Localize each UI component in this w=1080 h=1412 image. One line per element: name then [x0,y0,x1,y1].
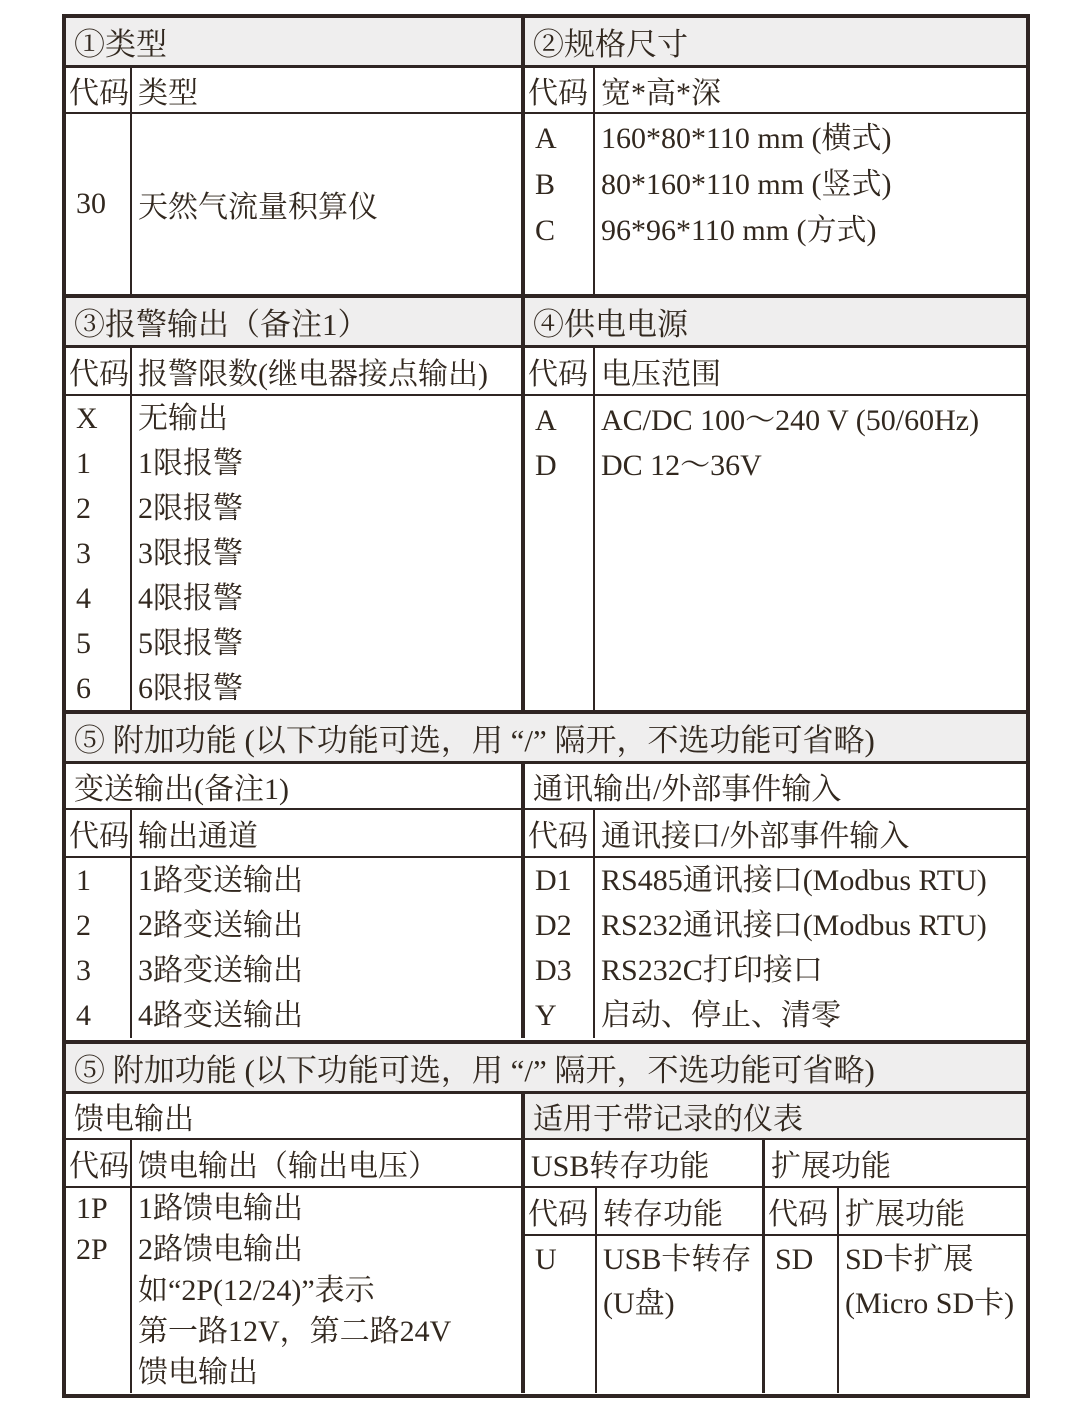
alarm-code: 3 [76,537,91,570]
code-column-header: 代码 [66,1140,132,1186]
size-desc: 96*96*110 mm (方式) [601,214,877,247]
size-column-headers [525,68,1026,114]
size-code: C [535,214,556,247]
addon-1-subheaders [66,764,1026,810]
transmit-desc: 3路变送输出 [138,954,303,987]
transmit-output-subheader: 变送输出(备注1) [66,764,525,808]
size-code: A [535,122,557,155]
feed-desc: 2路馈电输出 [138,1233,303,1266]
code-column-header: 代码 [525,1188,597,1234]
alarm-desc: 4限报警 [138,582,243,615]
code-column-header: 代码 [66,810,132,856]
type-column-headers [66,68,521,114]
transmit-column-header: 输出通道 [138,820,258,853]
usb-code: U [535,1243,557,1276]
transmit-content [66,858,521,1038]
alarm-code-cell [66,396,132,710]
transmit-code: 4 [76,999,91,1032]
type-content [66,114,521,294]
feed-power-subheader: 馈电输出 [66,1094,525,1138]
section-type [66,18,525,294]
addon-1-body [66,810,1026,1038]
transmit-desc: 1路变送输出 [138,864,303,897]
comm-code: D2 [535,909,572,942]
alarm-code: 4 [76,582,91,615]
sd-code: SD [775,1243,814,1276]
comm-code: Y [535,999,557,1032]
feed-column-headers [66,1140,521,1188]
feed-desc-cell [132,1188,521,1393]
feed-desc: 第一路12V，第二路24V [138,1315,452,1348]
transmit-code: 2 [76,909,91,942]
section-type-and-size [66,18,1026,298]
alarm-desc: 6限报警 [138,672,243,705]
sd-column-header: 扩展功能 [845,1198,965,1231]
code-column-header: 代码 [66,68,132,112]
section-addon-1 [66,714,1026,1044]
sd-column-headers [765,1188,1026,1236]
alarm-code: 2 [76,492,91,525]
feed-desc: 1路馈电输出 [138,1192,303,1225]
comm-code: D1 [535,864,572,897]
size-desc: 80*160*110 mm (竖式) [601,168,892,201]
comm-desc: RS232C打印接口 [601,954,823,987]
comm-desc: RS232通讯接口(Modbus RTU) [601,909,987,942]
size-code: B [535,168,556,201]
transmit-column-headers [66,810,521,858]
comm-output-subheader: 通讯输出/外部事件输入 [533,773,842,806]
code-column-header: 代码 [765,1188,839,1234]
power-desc-cell [595,396,1026,710]
ordering-code-table [62,14,1030,1398]
sd-code-cell [765,1236,839,1393]
size-column-header: 宽*高*深 [601,77,721,110]
section-power [525,298,1026,710]
alarm-code: X [76,402,98,435]
alarm-column-header: 报警限数(继电器接点输出) [138,358,488,391]
section-alarm-header: ③报警输出（备注1） [66,298,521,348]
power-content [525,396,1026,710]
usb-column-headers [525,1188,762,1236]
sd-expand-title: 扩展功能 [765,1140,1026,1188]
transmit-desc: 2路变送输出 [138,909,303,942]
feed-code: 1P [76,1192,108,1225]
recording-subheader: 适用于带记录的仪表 [525,1094,1026,1138]
type-desc-cell: 天然气流量积算仪 [138,191,378,224]
power-column-header: 电压范围 [601,358,721,391]
code-column-header: 代码 [66,348,132,394]
size-desc: 160*80*110 mm (横式) [601,122,892,155]
comm-output-block [525,810,1026,1038]
feed-desc: 馈电输出 [138,1356,258,1389]
comm-code-cell [525,858,595,1038]
alarm-desc: 无输出 [138,402,228,435]
usb-code-cell [525,1236,597,1393]
sd-desc-cell [839,1236,1026,1393]
power-desc: AC/DC 100～240 V (50/60Hz) [601,404,980,437]
transmit-desc: 4路变送输出 [138,999,303,1032]
alarm-desc: 1限报警 [138,447,243,480]
comm-desc: 启动、停止、清零 [601,999,841,1032]
transmit-code: 3 [76,954,91,987]
usb-transfer-block [525,1140,765,1393]
usb-transfer-title: USB转存功能 [525,1140,762,1188]
power-code-cell [525,396,595,710]
section-power-header: ④供电电源 [525,298,1026,348]
size-desc-cell [595,114,1026,294]
feed-code: 2P [76,1233,108,1266]
code-column-header: 代码 [525,810,595,856]
transmit-desc-cell [132,858,521,1038]
addon-2-subheaders [66,1094,1026,1140]
recording-block [525,1140,1026,1393]
power-column-headers [525,348,1026,396]
alarm-column-headers [66,348,521,396]
section-size-header: ②规格尺寸 [525,18,1026,68]
transmit-output-block [66,810,525,1038]
size-content [525,114,1026,294]
comm-column-header: 通讯接口/外部事件输入 [601,820,910,853]
sd-desc: (Micro SD卡) [845,1287,1015,1320]
comm-column-headers [525,810,1026,858]
usb-column-header: 转存功能 [603,1198,723,1231]
sd-desc: SD卡扩展 [845,1243,974,1276]
transmit-code-cell [66,858,132,1038]
alarm-code: 1 [76,447,91,480]
comm-content [525,858,1026,1038]
section-size [525,18,1026,294]
section-type-header: ①类型 [66,18,521,68]
alarm-desc: 2限报警 [138,492,243,525]
alarm-desc: 3限报警 [138,537,243,570]
section-alarm [66,298,525,710]
code-column-header: 代码 [525,68,595,112]
comm-desc-cell [595,858,1026,1038]
sd-content [765,1236,1026,1393]
feed-power-block [66,1140,525,1393]
section-addon-1-header: ⑤ 附加功能 (以下功能可选，用 “/” 隔开，不选功能可省略) [66,714,1026,764]
comm-desc: RS485通讯接口(Modbus RTU) [601,864,987,897]
feed-column-header: 馈电输出（输出电压） [138,1150,438,1183]
addon-2-body [66,1140,1026,1393]
type-column-header: 类型 [138,77,198,110]
type-code-cell: 30 [66,114,132,294]
code-column-header: 代码 [525,348,595,394]
section-addon-2 [66,1044,1026,1394]
usb-desc-cell [597,1236,762,1393]
feed-desc: 如“2P(12/24)”表示 [138,1274,375,1307]
usb-desc: USB卡转存 [603,1243,752,1276]
section-addon-2-header: ⑤ 附加功能 (以下功能可选，用 “/” 隔开，不选功能可省略) [66,1044,1026,1094]
power-code: A [535,404,557,437]
power-code: D [535,449,557,482]
alarm-content [66,396,521,710]
comm-code: D3 [535,954,572,987]
transmit-code: 1 [76,864,91,897]
alarm-code: 6 [76,672,91,705]
sd-expand-block [765,1140,1026,1393]
power-desc: DC 12～36V [601,449,762,482]
usb-desc: (U盘) [603,1287,675,1320]
size-code-cell [525,114,595,294]
feed-code-cell [66,1188,132,1393]
usb-content [525,1236,762,1393]
alarm-code: 5 [76,627,91,660]
feed-content [66,1188,521,1393]
alarm-desc: 5限报警 [138,627,243,660]
alarm-desc-cell [132,396,521,710]
section-alarm-and-power [66,298,1026,714]
